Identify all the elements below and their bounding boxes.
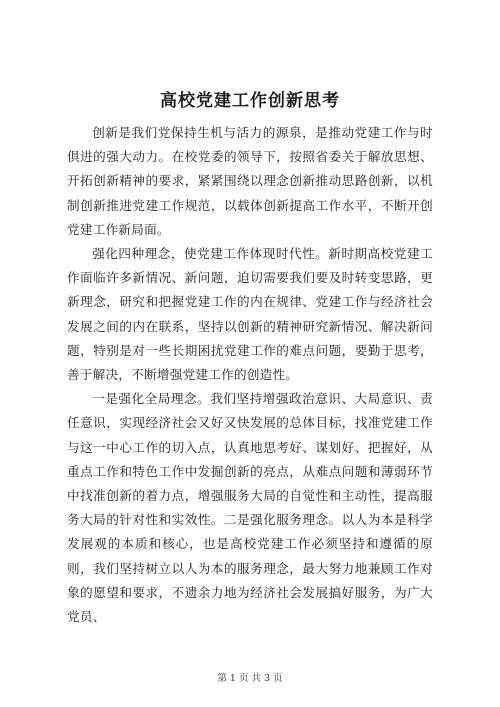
paragraph-intro: 创新是我们党保持生机与活力的源泉，是推动党建工作与时俱进的强大动力。在校党委的领导下，按照省委关于解放思想、开拓创新精神的要求，紧紧围绕以理念创新推动思路创新，以机制创新推进党建工作规范，以载体创新提高工作水平，不断开创党建工作新局面。 xyxy=(67,125,433,237)
document-body xyxy=(67,121,433,629)
paragraph-four-concepts: 强化四种理念，使党建工作体现时代性。新时期高校党建工作面临许多新情况、新问题，迫切需要我们要及时转变思路，更新理念，研究和把握党建工作的内在规律、党建工作与经济社会发展之间的内在联系，坚持以创新的精神研究新情况、解决新问题，特别是对一些长期困扰党建工作的难点问题，要勤于思考，善于解决，不断增强党建工作的创造性。 xyxy=(67,246,433,383)
document-title: 高校党建工作创新思考 xyxy=(160,91,340,111)
paragraph-concept-details: 一是强化全局理念。我们坚持增强政治意识、大局意识、责任意识，实现经济社会又好又快发展的总体目标，找准党建工作与这一中心工作的切入点，认真地思考好、谋划好、把握好，从重点工作和特色工作中发掘创新的亮点，从难点问题和薄弱环节中找准创新的着力点，增强服务大局的自觉性和主动性，提高服务大局的针对性和实效性。二是强化服务理念。以人为本是科学发展观的本质和核心，也是高校党建工作必须坚持和遵循的原则，我们坚持树立以人为本的服务理念，最大努力地兼顾工作对象的愿望和要求，不遗余力地为经济社会发展搞好服务，为广大党员、 xyxy=(67,391,433,625)
page-footer: 第 1 页 共 3 页 xyxy=(217,673,283,684)
